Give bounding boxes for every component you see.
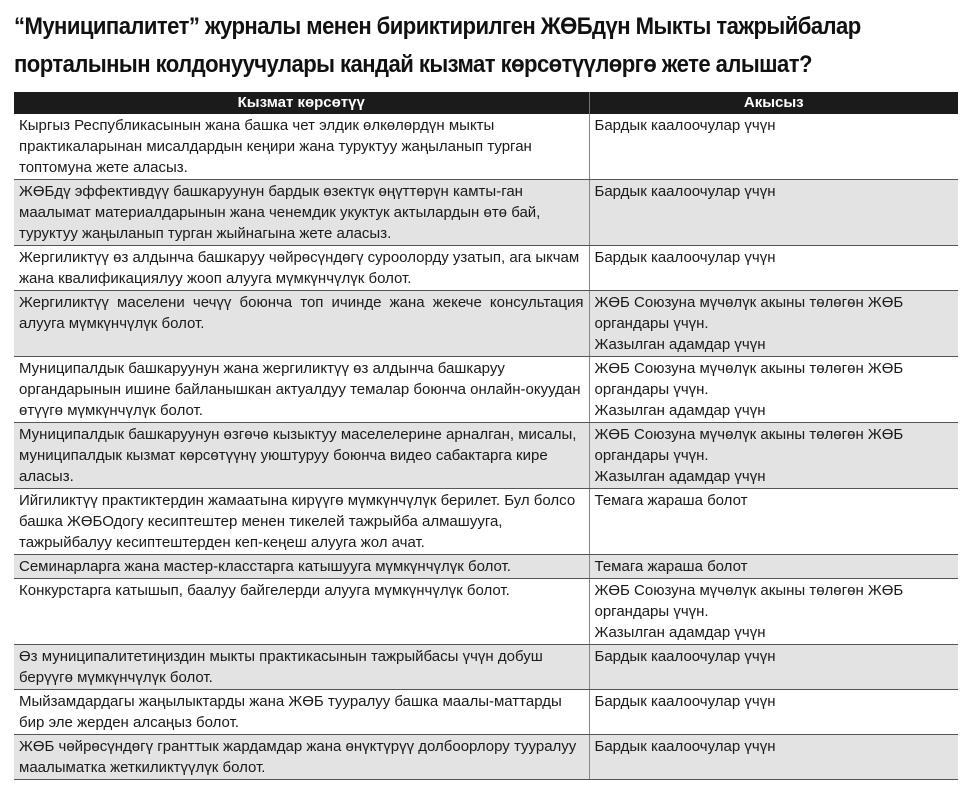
table-row <box>14 423 958 489</box>
fee-line: Бардык каалоочулар үчүн <box>594 249 776 266</box>
table-row <box>14 180 958 246</box>
fee-cell <box>589 246 958 291</box>
fee-cell <box>589 645 958 690</box>
fee-line: органдары үчүн. <box>594 447 709 464</box>
fee-cell <box>589 489 958 555</box>
fee-cell <box>589 114 958 180</box>
service-cell: Жергиликтүү өз алдынча башкаруу чөйрөсүндөгү суроолорду узатып, ага ыкчам жана квалификациялуу жооп алууга мүмкүнчүлүк болот. <box>14 246 589 291</box>
fee-line: Жазылган адамдар үчүн <box>594 624 766 641</box>
fee-line: Бардык каалоочулар үчүн <box>594 648 776 665</box>
table-row <box>14 291 958 357</box>
fee-cell <box>589 291 958 357</box>
fee-cell <box>589 579 958 645</box>
fee-cell <box>589 555 958 579</box>
fee-line: ЖӨБ Союзуна мүчөлүк акыны төлөгөн ЖӨБ <box>594 360 904 377</box>
table-row <box>14 555 958 579</box>
fee-cell <box>589 180 958 246</box>
service-cell: Муниципалдык башкаруунун өзгөчө кызыктуу маселелерине арналган, мисалы, муниципалдык кызмат көрсөтүүнү уюштуруу боюнча видео сабактарга кире аласыз. <box>14 423 589 489</box>
table-header-row <box>14 92 958 114</box>
fee-cell <box>589 423 958 489</box>
fee-line: ЖӨБ Союзуна мүчөлүк акыны төлөгөн ЖӨБ <box>594 294 904 311</box>
fee-line: Темага жараша болот <box>594 558 748 575</box>
fee-line: Жазылган адамдар үчүн <box>594 336 766 353</box>
fee-cell <box>589 735 958 780</box>
fee-line: Жазылган адамдар үчүн <box>594 402 766 419</box>
service-cell: Өз муниципалитетиңиздин мыкты практикасынын тажрыйбасы үчүн добуш берүүгө мүмкүнчүлүк болот. <box>14 645 589 690</box>
column-header-service: Кызмат көрсөтүү <box>14 92 589 114</box>
fee-line: Бардык каалоочулар үчүн <box>594 117 776 134</box>
fee-line: органдары үчүн. <box>594 603 709 620</box>
fee-line: органдары үчүн. <box>594 315 709 332</box>
service-cell: Семинарларга жана мастер-класстарга катышууга мүмкүнчүлүк болот. <box>14 555 589 579</box>
service-cell: Мыйзамдардагы жаңылыктарды жана ЖӨБ тууралуу башка маалы-маттарды бир эле жерден алсаңыз болот. <box>14 690 589 735</box>
service-cell: Кыргыз Республикасынын жана башка чет элдик өлкөлөрдүн мыкты практикаларынан мисалдардын кеңири жана туруктуу жаңыланып турган топтомуна жете аласыз. <box>14 114 589 180</box>
page-title <box>14 8 888 84</box>
table-row <box>14 489 958 555</box>
table-row <box>14 246 958 291</box>
fee-cell <box>589 357 958 423</box>
service-cell: ЖӨБ чөйрөсүндөгү гранттык жардамдар жана өнүктүрүү долбоорлору тууралуу маалыматка жеткиликтүүлүк болот. <box>14 735 589 780</box>
fee-cell <box>589 690 958 735</box>
fee-line: Жазылган адамдар үчүн <box>594 468 766 485</box>
table-row <box>14 645 958 690</box>
fee-line: Бардык каалоочулар үчүн <box>594 693 776 710</box>
table-row <box>14 735 958 780</box>
fee-line: Темага жараша болот <box>594 492 748 509</box>
title-line-2: порталынын колдонуучулары кандай кызмат көрсөтүүлөргө жете алышат? <box>14 51 812 78</box>
table-row <box>14 690 958 735</box>
fee-line: ЖӨБ Союзуна мүчөлүк акыны төлөгөн ЖӨБ <box>594 582 904 599</box>
service-cell: Жергиликтүү маселени чечүү боюнча топ ичинде жана жекече консультация алууга мүмкүнчүлүк болот. <box>14 291 589 357</box>
service-cell: ЖӨБдү эффективдүү башкаруунун бардык өзектүк өңүттөрүн камты-ган маалымат материалдарынын жана ченемдик укуктук актылардын өтө бай, туруктуу жаңыланып турган жыйнагына жете аласыз. <box>14 180 589 246</box>
title-line-1: “Муниципалитет” журналы менен бириктирилген ЖӨБдүн Мыкты тажрыйбалар <box>14 13 861 40</box>
table-row <box>14 114 958 180</box>
table-row <box>14 579 958 645</box>
fee-line: Бардык каалоочулар үчүн <box>594 183 776 200</box>
service-cell: Муниципалдык башкаруунун жана жергиликтүү өз алдынча башкаруу органдарынын ишине байланышкан актуалдуу темалар боюнча онлайн-окуудан өтүүгө мүмкүнчүлүк болот. <box>14 357 589 423</box>
fee-line: ЖӨБ Союзуна мүчөлүк акыны төлөгөн ЖӨБ <box>594 426 904 443</box>
service-cell: Конкурстарга катышып, баалуу байгелерди алууга мүмкүнчүлүк болот. <box>14 579 589 645</box>
service-cell: Ийгиликтүү практиктердин жамаатына кирүүгө мүмкүнчүлүк берилет. Бул болсо башка ЖӨБОдогу кесиптештер менен тикелей тажрыйба алмашууга, тажрыйбалуу кесиптештерден кеп-кеңеш алууга жол ачат. <box>14 489 589 555</box>
column-header-fee: Акысыз <box>589 92 958 114</box>
fee-line: Бардык каалоочулар үчүн <box>594 738 776 755</box>
table-row <box>14 357 958 423</box>
services-table <box>14 92 958 780</box>
fee-line: органдары үчүн. <box>594 381 709 398</box>
